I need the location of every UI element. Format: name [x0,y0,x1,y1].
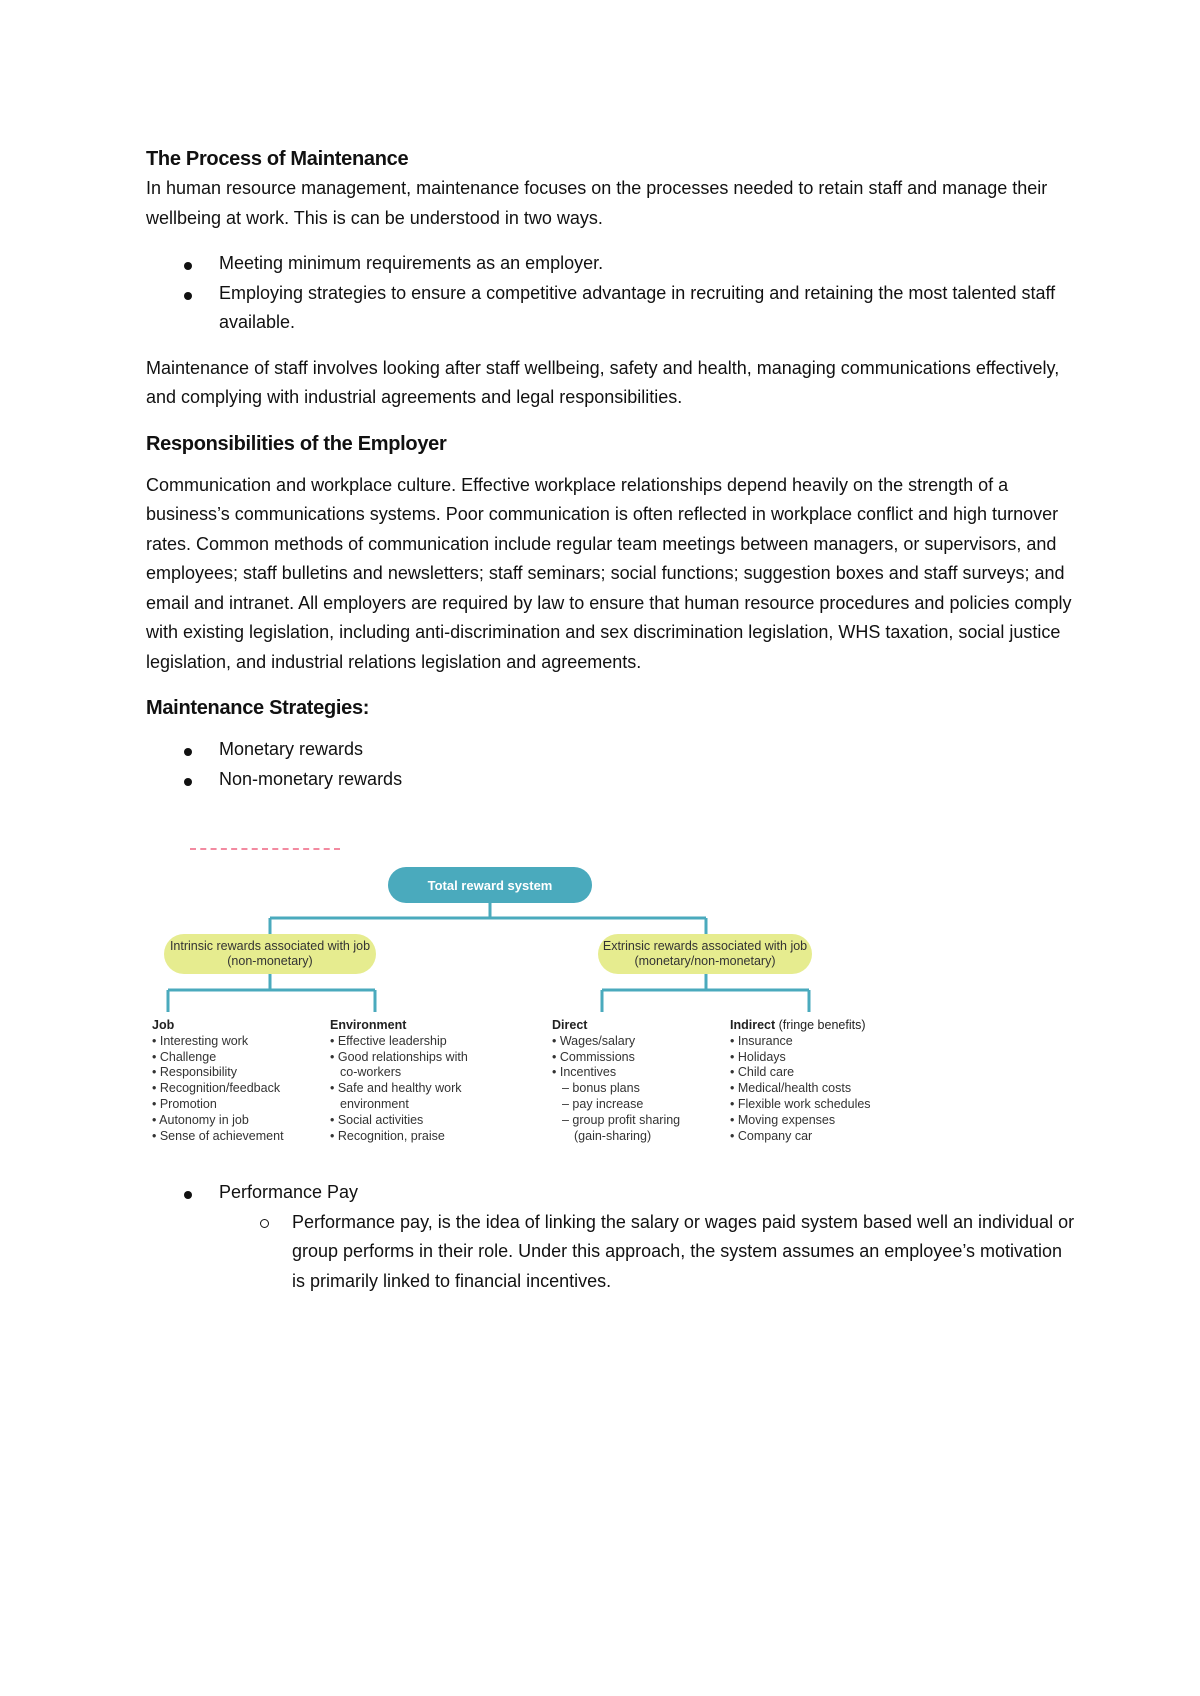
environment-item: • Recognition, praise [330,1128,445,1143]
indirect-item: • Child care [730,1065,795,1080]
maintenance-paragraph: Maintenance of staff involves looking after staff wellbeing, safety and health, managing communications effectively, and complying with industrial agreements and legal responsibilities. [146,357,1060,407]
heading-maintenance-strategies: Maintenance Strategies: [146,697,370,719]
job-item: • Recognition/feedback [152,1081,281,1096]
sub-list-item: Performance pay, is the idea of linking the salary or wages paid system based well an individual or group performs in their role. Under this approach, the system assumes an employee’s motivation is primarily linked to financial incentives. [146,1208,1076,1297]
environment-item: co-workers [340,1065,402,1080]
indirect-title-note: (fringe benefits) [778,1018,866,1032]
direct-item: – bonus plans [562,1081,640,1096]
heading-responsibilities: Responsibilities of the Employer [146,432,447,455]
performance-pay-section [146,1178,1076,1296]
dashed-divider [190,848,340,850]
responsibilities-paragraph: Communication and workplace culture. Effective workplace relationships depend heavily on the strength of a business’s communications systems. Poor communication is often reflected in workplace conflict and high turnover rates. Common methods of communication include regular team meetings between managers, or supervisors, and employees; staff bulletins and newsletters; staff seminars; social functions; suggestion boxes and staff surveys; and email and intranet. All employers are required by law to ensure that human resource procedures and policies comply with existing legislation, including anti-discrimination and sex discrimination legislation, WHS taxation, social justice legislation, and industrial relations legislation and agreements. [146,474,1072,672]
indirect-item: • Flexible work schedules [730,1096,871,1111]
job-item: • Promotion [152,1096,217,1111]
environment-item: • Social activities [330,1112,424,1127]
intro-paragraph: In human resource management, maintenance focuses on the processes needed to retain staff and manage their wellbeing at work. This is can be understood in two ways. [146,178,1048,228]
job-item: • Sense of achievement [152,1128,284,1143]
direct-title: Direct [552,1018,588,1032]
indirect-item: • Moving expenses [730,1112,836,1127]
indirect-item: • Holidays [730,1049,786,1064]
bullet-icon [184,292,192,300]
heading-process-of-maintenance: The Process of Maintenance [146,148,409,170]
bullet-icon [184,778,192,786]
bullet-icon [184,262,192,270]
environment-column [330,1018,468,1144]
environment-item: • Good relationships with [330,1049,468,1064]
list-item: Meeting minimum requirements as an employer. [146,249,1076,279]
bullet-icon [184,1191,192,1199]
job-item: • Autonomy in job [152,1112,249,1127]
job-column [152,1018,284,1144]
environment-item: environment [340,1096,409,1111]
direct-item: – pay increase [562,1096,644,1111]
total-reward-system-diagram [146,860,906,1160]
total-reward-system-node: Total reward system [388,867,592,903]
list-item: Monetary rewards [146,735,1076,765]
document-body [146,144,1076,794]
circle-bullet-icon [260,1219,269,1228]
indirect-column [730,1018,871,1144]
strategies-bullet-list [146,735,1076,794]
direct-item: – group profit sharing [562,1112,681,1127]
indirect-item: • Medical/health costs [730,1081,852,1096]
direct-column [552,1018,680,1144]
direct-item: • Incentives [552,1065,617,1080]
environment-title: Environment [330,1018,407,1032]
direct-item: • Commissions [552,1049,635,1064]
job-item: • Responsibility [152,1065,237,1080]
intrinsic-rewards-node: Intrinsic rewards associated with job (non-monetary) [164,934,376,974]
direct-item: (gain-sharing) [574,1128,652,1143]
extrinsic-rewards-node: Extrinsic rewards associated with job (monetary/non-monetary) [598,934,812,974]
indirect-item: • Insurance [730,1033,793,1048]
environment-item: • Effective leadership [330,1033,447,1048]
direct-item: • Wages/salary [552,1033,636,1048]
job-item: • Interesting work [152,1033,249,1048]
list-item: Non-monetary rewards [146,765,1076,795]
list-item: Performance Pay [146,1178,1076,1208]
job-item: • Challenge [152,1049,217,1064]
environment-item: • Safe and healthy work [330,1081,462,1096]
job-title: Job [152,1018,175,1032]
indirect-item: • Company car [730,1128,813,1143]
bullet-icon [184,748,192,756]
ways-bullet-list [146,249,1076,338]
indirect-title: Indirect (fringe benefits) [730,1018,866,1032]
list-item: Employing strategies to ensure a competitive advantage in recruiting and retaining the most talented staff available. [146,279,1076,338]
